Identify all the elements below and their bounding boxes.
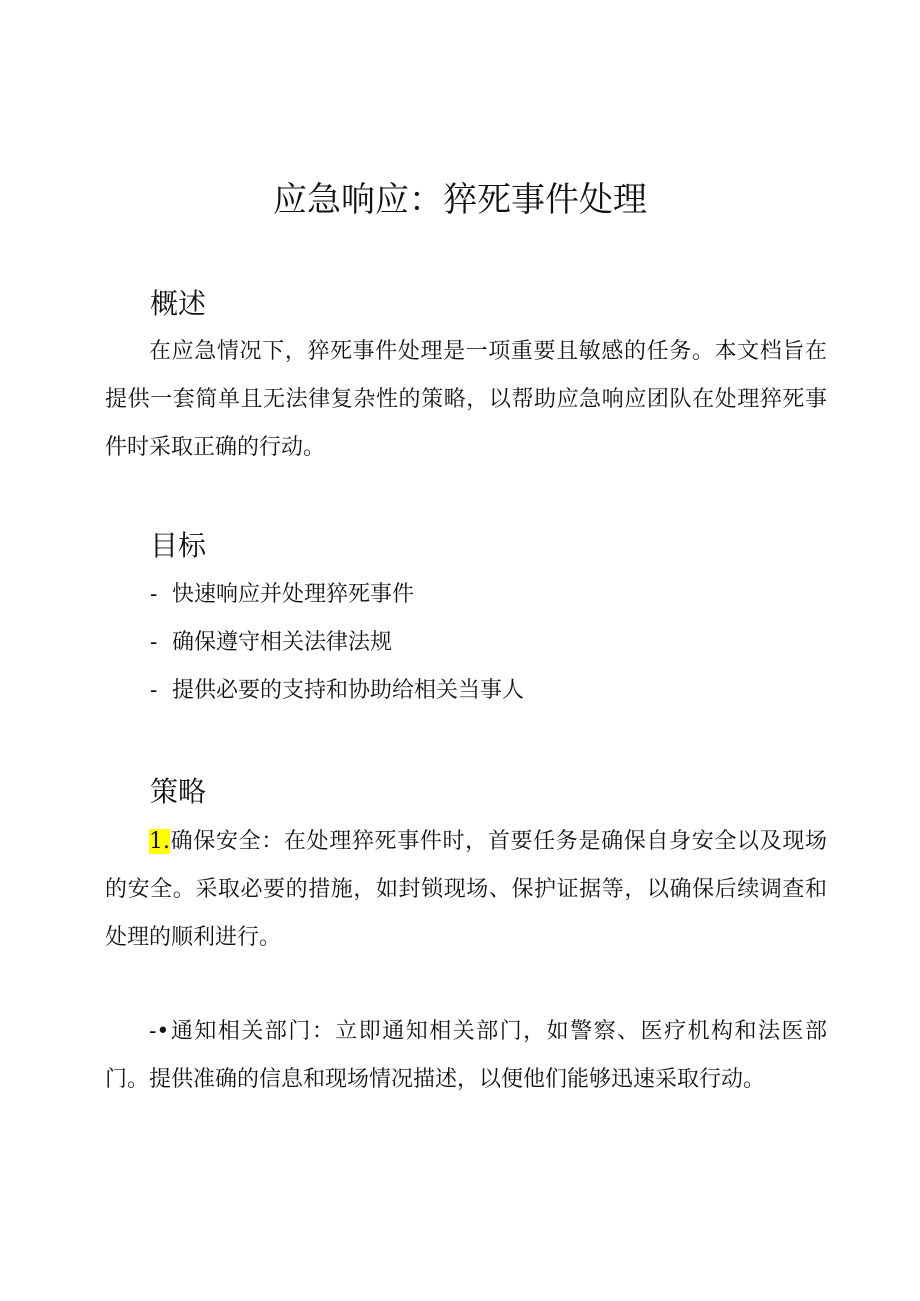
bullet-marker: -•: [149, 1019, 170, 1044]
strategy-item-2: [105, 1008, 827, 1104]
overview-heading: 概述: [150, 287, 207, 320]
goal-text: 提供必要的支持和协助给相关当事人: [172, 678, 525, 703]
overview-paragraph: 在应急情况下，猝死事件处理是一项重要且敏感的任务。本文档旨在提供一套简单且无法律复杂性的策略，以帮助应急响应团队在处理猝死事件时采取正确的行动。: [105, 339, 827, 460]
dash-marker: -: [150, 630, 158, 655]
strategy-heading: 策略: [150, 775, 207, 808]
goals-heading: 目标: [150, 529, 207, 562]
document-title: 应急响应：猝死事件处理: [273, 180, 647, 220]
goals-list: [150, 571, 524, 715]
goal-text: 确保遵守相关法律法规: [172, 630, 393, 655]
goal-item-3: [150, 667, 524, 715]
dash-marker: -: [150, 582, 158, 607]
strategy-item-1-text: 确保安全：在处理猝死事件时，首要任务是确保自身安全以及现场的安全。采取必要的措施，如封锁现场、保护证据等，以确保后续调查和处理的顺利进行。: [105, 829, 827, 950]
goal-text: 快速响应并处理猝死事件: [172, 582, 415, 607]
strategy-item-1: [105, 818, 827, 962]
dash-marker: -: [150, 678, 158, 703]
goal-item-1: [150, 571, 524, 619]
strategy-item-2-text: 通知相关部门：立即通知相关部门，如警察、医疗机构和法医部门。提供准确的信息和现场情况描述，以便他们能够迅速采取行动。: [105, 1019, 827, 1092]
highlighted-number: 1.: [149, 829, 170, 854]
goal-item-2: [150, 619, 524, 667]
